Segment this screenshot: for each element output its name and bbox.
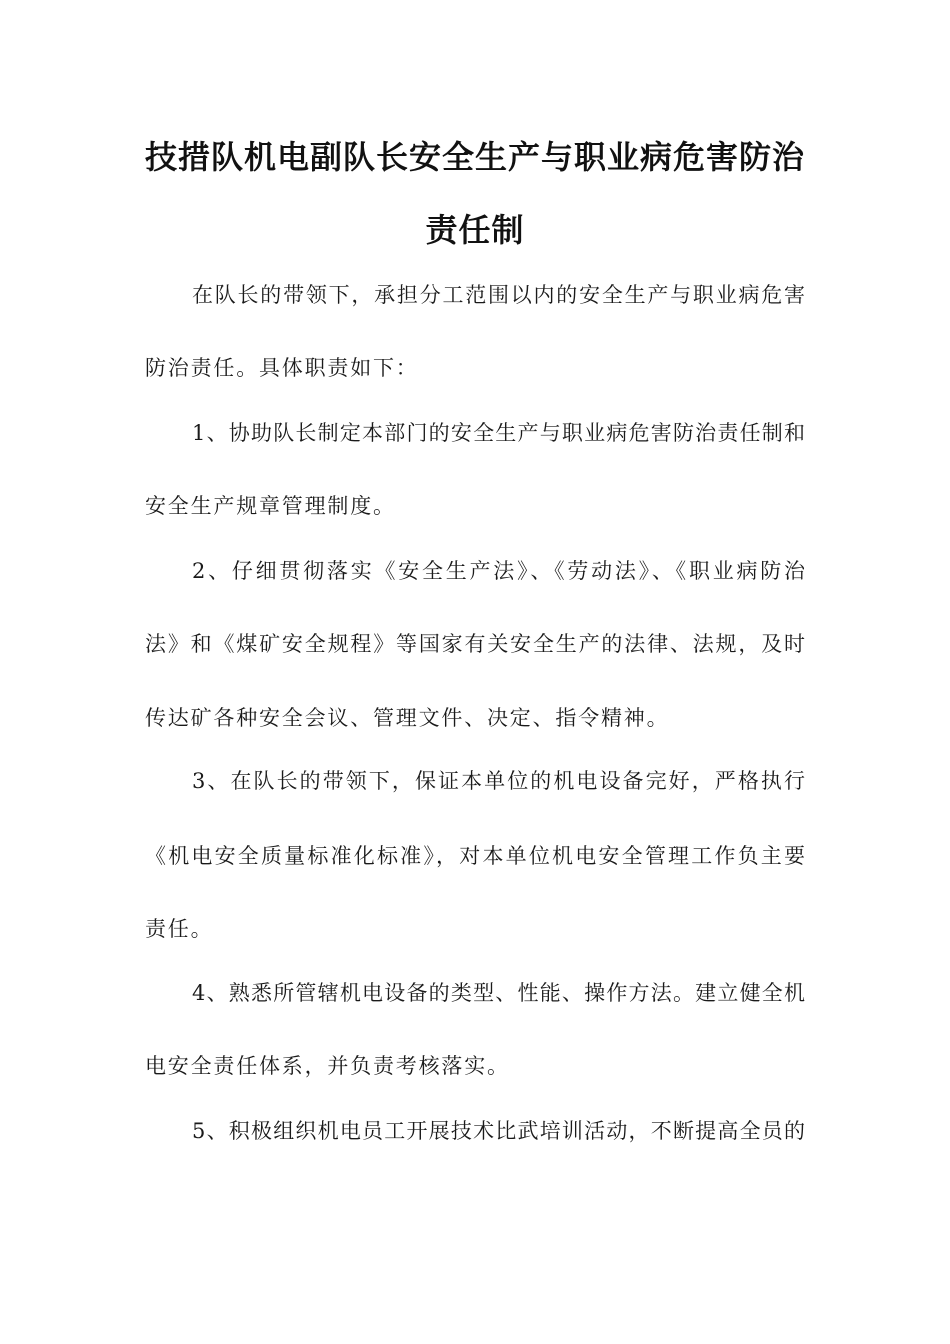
paragraph-item-3-line-2: 《机电安全质量标准化标准》，对本单位机电安全管理工作负主要 (145, 844, 805, 868)
paragraph-item-2-line-2: 法》和《煤矿安全规程》等国家有关安全生产的法律、法规，及时 (145, 632, 805, 656)
paragraph-intro-line-2: 防治责任。具体职责如下： (145, 356, 419, 380)
paragraph-item-3-line-3: 责任。 (145, 917, 214, 941)
paragraph-intro-line-1: 在队长的带领下，承担分工范围以内的安全生产与职业病危害 (192, 283, 805, 307)
paragraph-item-1-line-1: 1、协助队长制定本部门的安全生产与职业病危害防治责任制和 (192, 421, 805, 445)
paragraph-item-2-line-1: 2、仔细贯彻落实《安全生产法》、《劳动法》、《职业病防治 (192, 559, 805, 583)
paragraph-item-3-line-1: 3、在队长的带领下，保证本单位的机电设备完好，严格执行 (192, 769, 805, 793)
document-title-line-1: 技措队机电副队长安全生产与职业病危害防治 (144, 138, 805, 176)
paragraph-item-1-line-2: 安全生产规章管理制度。 (145, 494, 396, 518)
document-title-line-2: 责任制 (425, 211, 525, 249)
paragraph-item-5-line-1: 5、积极组织机电员工开展技术比武培训活动，不断提高全员的 (192, 1119, 805, 1143)
paragraph-item-4-line-1: 4、熟悉所管辖机电设备的类型、性能、操作方法。建立健全机 (192, 981, 805, 1005)
paragraph-item-2-line-3: 传达矿各种安全会议、管理文件、决定、指令精神。 (145, 706, 670, 730)
paragraph-item-4-line-2: 电安全责任体系，并负责考核落实。 (145, 1054, 510, 1078)
